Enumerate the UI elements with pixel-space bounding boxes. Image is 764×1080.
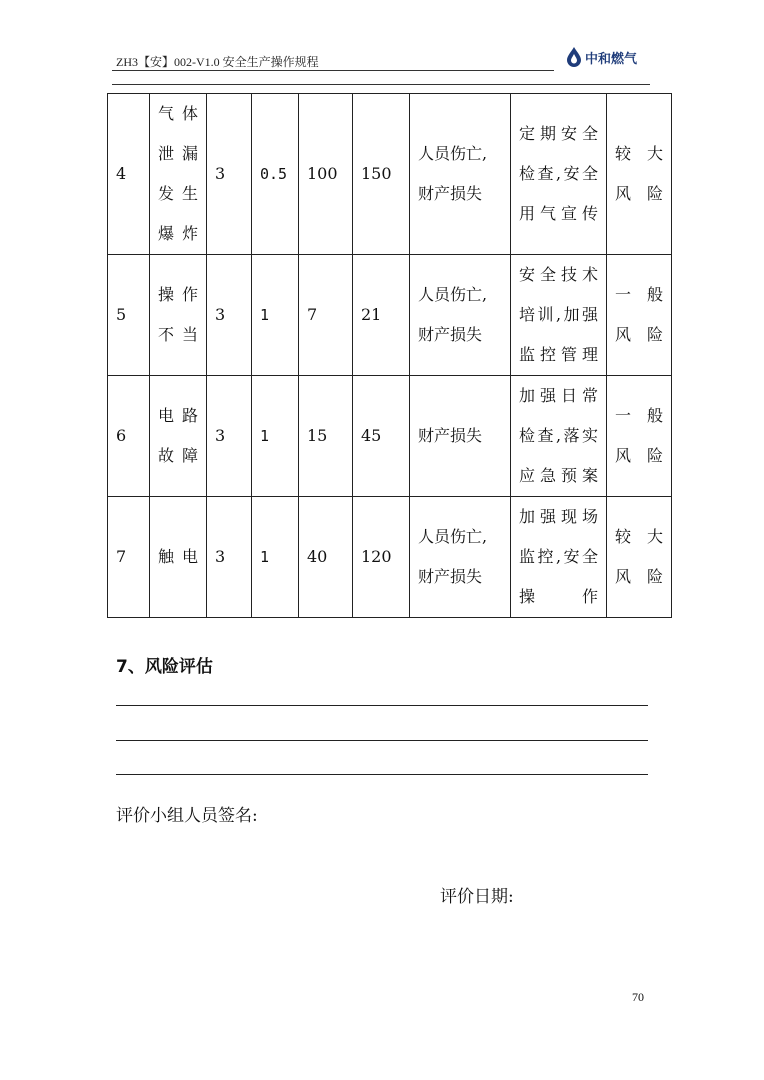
company-logo: [566, 46, 637, 68]
flame-drop-icon: [566, 46, 582, 68]
cell-risk-level: [607, 255, 672, 376]
cell-likelihood: [207, 94, 252, 255]
cell-line: 不当: [158, 325, 198, 344]
cell-line: 较 大: [615, 527, 663, 546]
date-label: 评价日期:: [440, 887, 514, 907]
cell-no: [108, 376, 150, 497]
cell-consequence-score: [299, 255, 353, 376]
cell-exposure: [252, 497, 299, 618]
cell-line: 触电: [158, 547, 198, 566]
blank-line-1: [116, 705, 648, 706]
cell-line: 用气宣传: [519, 204, 598, 223]
cell-value: 3: [215, 426, 226, 445]
cell-value: 40: [307, 547, 328, 566]
cell-line: 定期安全: [519, 124, 598, 143]
cell-value: 1: [260, 548, 270, 566]
cell-line: 风险: [615, 446, 663, 465]
cell-consequence: [410, 376, 511, 497]
cell-no: [108, 94, 150, 255]
cell-value: 15: [307, 426, 328, 445]
table-row: [108, 94, 672, 255]
cell-consequence-score: [299, 497, 353, 618]
cell-line: 风险: [615, 567, 663, 586]
cell-risk-level: [607, 376, 672, 497]
cell-value: 3: [215, 164, 226, 183]
table-row: [108, 497, 672, 618]
cell-measure: [511, 255, 607, 376]
cell-exposure: [252, 376, 299, 497]
cell-hazard: [150, 497, 207, 618]
cell-risk-value: [353, 94, 410, 255]
cell-value: 100: [307, 164, 338, 183]
cell-line: 检查,安全: [519, 164, 598, 183]
cell-value: 0.5: [260, 165, 288, 183]
cell-line: 财产损失: [418, 184, 483, 203]
cell-line: 加强日常: [519, 386, 598, 405]
cell-value: 21: [361, 305, 382, 324]
logo-text: 中和燃气: [585, 51, 638, 67]
risk-assessment-table: [107, 93, 672, 618]
cell-no: [108, 255, 150, 376]
page-number: 70: [632, 990, 644, 1004]
blank-line-3: [116, 774, 648, 775]
cell-value: 1: [260, 427, 270, 445]
cell-likelihood: [207, 497, 252, 618]
table-row: [108, 255, 672, 376]
cell-value: 7: [307, 305, 318, 324]
cell-risk-value: [353, 376, 410, 497]
cell-value: 4: [116, 164, 127, 183]
cell-line: 加强现场: [519, 507, 598, 526]
header-rule-top: [112, 70, 554, 71]
cell-likelihood: [207, 376, 252, 497]
cell-value: 150: [361, 164, 392, 183]
cell-value: 7: [116, 547, 127, 566]
cell-risk-value: [353, 497, 410, 618]
header-rule-bottom: [112, 84, 650, 85]
cell-consequence-score: [299, 94, 353, 255]
cell-line: 较 大: [615, 144, 663, 163]
cell-line: 监控管理: [519, 345, 598, 364]
cell-line: 培训,加强: [519, 305, 598, 324]
cell-hazard: [150, 376, 207, 497]
cell-risk-level: [607, 94, 672, 255]
cell-value: 3: [215, 305, 226, 324]
cell-consequence: [410, 94, 511, 255]
cell-likelihood: [207, 255, 252, 376]
cell-exposure: [252, 255, 299, 376]
cell-line: 应急预案: [519, 466, 598, 485]
cell-line: 气体: [158, 104, 198, 123]
document-header-title: ZH3【安】002-V1.0 安全生产操作规程: [116, 55, 319, 69]
cell-line: 安全技术: [519, 265, 598, 284]
cell-line: 操作: [519, 587, 598, 606]
cell-consequence: [410, 255, 511, 376]
blank-line-2: [116, 740, 648, 741]
cell-measure: [511, 497, 607, 618]
cell-risk-value: [353, 255, 410, 376]
cell-line: 财产损失: [418, 426, 483, 445]
cell-line: 监控,安全: [519, 547, 598, 566]
cell-line: 财产损失: [418, 567, 483, 586]
cell-no: [108, 497, 150, 618]
table-row: [108, 376, 672, 497]
cell-value: 5: [116, 305, 127, 324]
cell-line: 电路: [158, 406, 198, 425]
cell-measure: [511, 94, 607, 255]
cell-consequence: [410, 497, 511, 618]
cell-value: 6: [116, 426, 127, 445]
cell-line: 发生: [158, 184, 198, 203]
cell-value: 1: [260, 306, 270, 324]
cell-exposure: [252, 94, 299, 255]
cell-line: 财产损失: [418, 325, 483, 344]
cell-line: 一 般: [615, 406, 663, 425]
cell-line: 操作: [158, 285, 198, 304]
cell-value: 120: [361, 547, 392, 566]
cell-line: 泄漏: [158, 144, 198, 163]
cell-line: 人员伤亡,: [418, 144, 488, 163]
cell-line: 故障: [158, 446, 198, 465]
cell-value: 45: [361, 426, 382, 445]
cell-line: 人员伤亡,: [418, 527, 488, 546]
cell-hazard: [150, 94, 207, 255]
cell-line: 人员伤亡,: [418, 285, 488, 304]
signature-label: 评价小组人员签名:: [116, 806, 258, 826]
cell-consequence-score: [299, 376, 353, 497]
cell-measure: [511, 376, 607, 497]
cell-line: 风险: [615, 184, 663, 203]
cell-line: 爆炸: [158, 224, 198, 243]
cell-hazard: [150, 255, 207, 376]
cell-line: 一 般: [615, 285, 663, 304]
cell-risk-level: [607, 497, 672, 618]
cell-value: 3: [215, 547, 226, 566]
cell-line: 风险: [615, 325, 663, 344]
section-title: 7、风险评估: [116, 657, 213, 677]
cell-line: 检查,落实: [519, 426, 598, 445]
